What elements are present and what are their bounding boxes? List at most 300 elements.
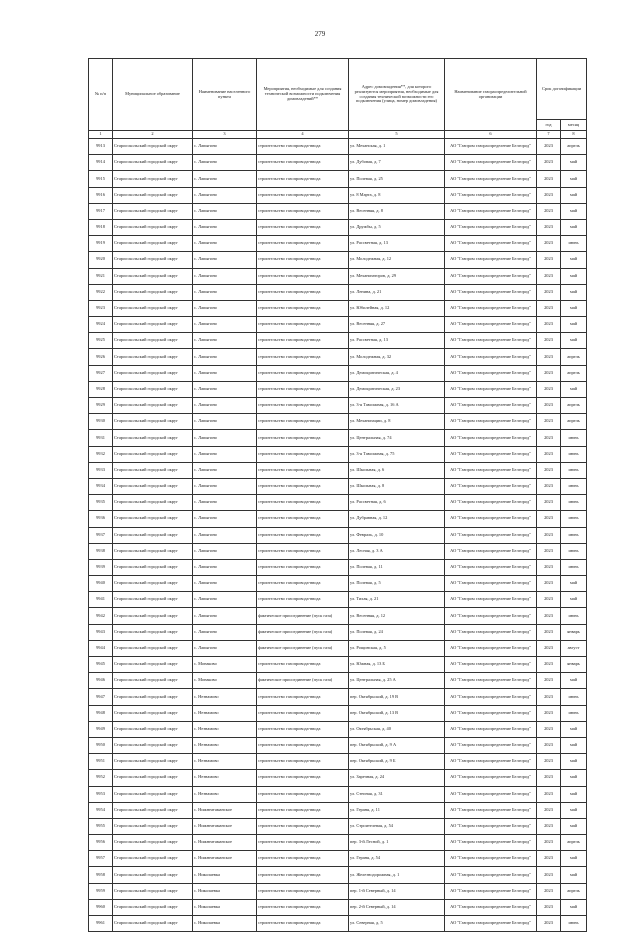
measure-cell: строительство газопровода-ввода [257, 446, 349, 462]
month-cell: май [561, 770, 587, 786]
municipality-cell: Старооскольский городской округ [113, 478, 193, 494]
settlement-cell: с. Лапыгино [193, 446, 257, 462]
organization-cell: АО "Газпром газораспределение Белгород" [445, 899, 537, 915]
measure-cell: строительство газопровода-ввода [257, 381, 349, 397]
settlement-cell: с. Лапыгино [193, 317, 257, 333]
municipality-cell: Старооскольский городской округ [113, 365, 193, 381]
table-row [89, 381, 587, 397]
settlement-cell: с. Николаевка [193, 883, 257, 899]
organization-cell: АО "Газпром газораспределение Белгород" [445, 851, 537, 867]
address-cell: ул. Юбилейная, д. 12 [349, 300, 445, 316]
settlement-cell: с. Незнамово [193, 689, 257, 705]
row-number: 9919 [89, 236, 113, 252]
settlement-cell: с. Лапыгино [193, 398, 257, 414]
table-row [89, 349, 587, 365]
row-number: 9913 [89, 139, 113, 155]
settlement-cell: с. Нижнеатаманское [193, 851, 257, 867]
organization-cell: АО "Газпром газораспределение Белгород" [445, 187, 537, 203]
organization-cell: АО "Газпром газораспределение Белгород" [445, 349, 537, 365]
month-cell: май [561, 171, 587, 187]
year-cell: 2023 [537, 673, 561, 689]
settlement-cell: с. Лапыгино [193, 495, 257, 511]
table-row [89, 899, 587, 915]
year-cell: 2023 [537, 203, 561, 219]
measure-cell: строительство газопровода-ввода [257, 802, 349, 818]
month-cell: май [561, 721, 587, 737]
year-cell: 2023 [537, 883, 561, 899]
measure-cell: строительство газопровода-ввода [257, 462, 349, 478]
year-cell: 2023 [537, 559, 561, 575]
row-number: 9953 [89, 786, 113, 802]
settlement-cell: с. Незнамово [193, 721, 257, 737]
settlement-cell: с. Лапыгино [193, 300, 257, 316]
measure-cell: строительство газопровода-ввода [257, 349, 349, 365]
row-number: 9914 [89, 155, 113, 171]
table-row [89, 203, 587, 219]
address-cell: пер. 2-й Северный, д. 14 [349, 899, 445, 915]
address-cell: ул. Дубравная, д. 12 [349, 511, 445, 527]
settlement-cell: с. Незнамово [193, 737, 257, 753]
organization-cell: АО "Газпром газораспределение Белгород" [445, 203, 537, 219]
table-row [89, 430, 587, 446]
settlement-cell: с. Нижнеатаманское [193, 835, 257, 851]
measure-cell: строительство газопровода-ввода [257, 365, 349, 381]
municipality-cell: Старооскольский городской округ [113, 657, 193, 673]
measure-cell: строительство газопровода-ввода [257, 511, 349, 527]
header-settlement: Наименование населенного пункта [193, 59, 257, 131]
settlement-cell: с. Нижнеатаманское [193, 802, 257, 818]
organization-cell: АО "Газпром газораспределение Белгород" [445, 155, 537, 171]
header-deadline: Срок догазификации [537, 59, 587, 120]
measure-cell: строительство газопровода-ввода [257, 171, 349, 187]
table-row [89, 155, 587, 171]
municipality-cell: Старооскольский городской округ [113, 899, 193, 915]
year-cell: 2023 [537, 576, 561, 592]
municipality-cell: Старооскольский городской округ [113, 916, 193, 932]
row-number: 9949 [89, 721, 113, 737]
address-cell: ул. Строителевая, д. 54 [349, 818, 445, 834]
header-municipality: Муниципальное образование [113, 59, 193, 131]
measure-cell: строительство газопровода-ввода [257, 916, 349, 932]
col-index: 4 [257, 131, 349, 139]
municipality-cell: Старооскольский городской округ [113, 770, 193, 786]
settlement-cell: с. Лапыгино [193, 349, 257, 365]
month-cell: май [561, 737, 587, 753]
year-cell: 2023 [537, 835, 561, 851]
month-cell: май [561, 268, 587, 284]
month-cell: июнь [561, 236, 587, 252]
address-cell: ул. Северная, д. 5 [349, 916, 445, 932]
organization-cell: АО "Газпром газораспределение Белгород" [445, 430, 537, 446]
measure-cell: фактическое присоединение (пуск газа) [257, 673, 349, 689]
month-cell: апрель [561, 398, 587, 414]
table-row [89, 333, 587, 349]
measure-cell: строительство газопровода-ввода [257, 219, 349, 235]
row-number: 9948 [89, 705, 113, 721]
address-cell: ул. Октябрьская, д. 40 [349, 721, 445, 737]
organization-cell: АО "Газпром газораспределение Белгород" [445, 511, 537, 527]
row-number: 9934 [89, 478, 113, 494]
month-cell: май [561, 317, 587, 333]
measure-cell: строительство газопровода-ввода [257, 495, 349, 511]
organization-cell: АО "Газпром газораспределение Белгород" [445, 576, 537, 592]
address-cell: ул. Дружбы, д. 5 [349, 219, 445, 235]
municipality-cell: Старооскольский городской округ [113, 673, 193, 689]
measure-cell: строительство газопровода-ввода [257, 786, 349, 802]
row-number: 9958 [89, 867, 113, 883]
month-cell: май [561, 754, 587, 770]
row-number: 9946 [89, 673, 113, 689]
municipality-cell: Старооскольский городской округ [113, 818, 193, 834]
row-number: 9933 [89, 462, 113, 478]
address-cell: ул. Механская, д. 1 [349, 139, 445, 155]
month-cell: май [561, 802, 587, 818]
row-number: 9942 [89, 608, 113, 624]
organization-cell: АО "Газпром газораспределение Белгород" [445, 916, 537, 932]
year-cell: 2023 [537, 640, 561, 656]
organization-cell: АО "Газпром газораспределение Белгород" [445, 527, 537, 543]
settlement-cell: с. Лапыгино [193, 155, 257, 171]
month-cell: май [561, 867, 587, 883]
settlement-cell: с. Незнамово [193, 754, 257, 770]
year-cell: 2023 [537, 754, 561, 770]
year-cell: 2023 [537, 398, 561, 414]
measure-cell: строительство газопровода-ввода [257, 398, 349, 414]
year-cell: 2023 [537, 365, 561, 381]
table-row [89, 721, 587, 737]
month-cell: май [561, 576, 587, 592]
row-number: 9920 [89, 252, 113, 268]
measure-cell: строительство газопровода-ввода [257, 689, 349, 705]
organization-cell: АО "Газпром газораспределение Белгород" [445, 543, 537, 559]
row-number: 9938 [89, 543, 113, 559]
row-number: 9951 [89, 754, 113, 770]
table-row [89, 414, 587, 430]
organization-cell: АО "Газпром газораспределение Белгород" [445, 770, 537, 786]
settlement-cell: с. Лапыгино [193, 171, 257, 187]
municipality-cell: Старооскольский городской округ [113, 300, 193, 316]
settlement-cell: с. Николаевка [193, 916, 257, 932]
address-cell: ул. 8 Марта, д. 8 [349, 187, 445, 203]
year-cell: 2023 [537, 236, 561, 252]
settlement-cell: с. Лапыгино [193, 430, 257, 446]
year-cell: 2023 [537, 770, 561, 786]
year-cell: 2023 [537, 721, 561, 737]
table-row [89, 300, 587, 316]
organization-cell: АО "Газпром газораспределение Белгород" [445, 721, 537, 737]
municipality-cell: Старооскольский городской округ [113, 203, 193, 219]
table-row [89, 559, 587, 575]
row-number: 9925 [89, 333, 113, 349]
measure-cell: строительство газопровода-ввода [257, 203, 349, 219]
table-body [89, 139, 587, 932]
address-cell: ул. Демократическая, д. 4 [349, 365, 445, 381]
month-cell: июнь [561, 462, 587, 478]
address-cell: пер. Октябрьский, д. 19 В [349, 689, 445, 705]
settlement-cell: с. Лапыгино [193, 559, 257, 575]
table-row [89, 511, 587, 527]
organization-cell: АО "Газпром газораспределение Белгород" [445, 398, 537, 414]
settlement-cell: с. Незнамово [193, 786, 257, 802]
municipality-cell: Старооскольский городской округ [113, 171, 193, 187]
organization-cell: АО "Газпром газораспределение Белгород" [445, 592, 537, 608]
address-cell: ул. Ленина, д. 21 [349, 284, 445, 300]
measure-cell: строительство газопровода-ввода [257, 899, 349, 915]
address-cell: ул. Весенняя, д. 12 [349, 608, 445, 624]
table-row [89, 236, 587, 252]
year-cell: 2023 [537, 608, 561, 624]
municipality-cell: Старооскольский городской округ [113, 835, 193, 851]
measure-cell: строительство газопровода-ввода [257, 268, 349, 284]
row-number: 9932 [89, 446, 113, 462]
row-number: 9952 [89, 770, 113, 786]
municipality-cell: Старооскольский городской округ [113, 139, 193, 155]
year-cell: 2023 [537, 705, 561, 721]
table-row [89, 883, 587, 899]
table-row [89, 737, 587, 753]
row-number: 9940 [89, 576, 113, 592]
settlement-cell: с. Лапыгино [193, 252, 257, 268]
municipality-cell: Старооскольский городской округ [113, 462, 193, 478]
year-cell: 2023 [537, 478, 561, 494]
month-cell: июнь [561, 527, 587, 543]
address-cell: ул. Молодежная, д. 32 [349, 349, 445, 365]
month-cell: май [561, 155, 587, 171]
settlement-cell: с. Незнамово [193, 770, 257, 786]
table-row [89, 478, 587, 494]
address-cell: ул. Тихая, д. 21 [349, 592, 445, 608]
municipality-cell: Старооскольский городской округ [113, 689, 193, 705]
organization-cell: АО "Газпром газораспределение Белгород" [445, 462, 537, 478]
municipality-cell: Старооскольский городской округ [113, 430, 193, 446]
year-cell: 2023 [537, 284, 561, 300]
settlement-cell: с. Николаевка [193, 867, 257, 883]
settlement-cell: с. Лапыгино [193, 365, 257, 381]
address-cell: ул. Молодежная, д. 12 [349, 252, 445, 268]
address-cell: ул. Февраль, д. 10 [349, 527, 445, 543]
address-cell: ул. Степная, д. 31 [349, 786, 445, 802]
address-cell: ул. Механизаторов, д. 29 [349, 268, 445, 284]
measure-cell: строительство газопровода-ввода [257, 851, 349, 867]
measure-cell: строительство газопровода-ввода [257, 155, 349, 171]
organization-cell: АО "Газпром газораспределение Белгород" [445, 171, 537, 187]
measure-cell: фактическое присоединение (пуск газа) [257, 640, 349, 656]
table-row [89, 171, 587, 187]
address-cell: ул. Заречная, д. 24 [349, 770, 445, 786]
settlement-cell: с. Монаково [193, 673, 257, 689]
municipality-cell: Старооскольский городской округ [113, 592, 193, 608]
settlement-cell: с. Незнамово [193, 705, 257, 721]
organization-cell: АО "Газпром газораспределение Белгород" [445, 818, 537, 834]
table-row [89, 543, 587, 559]
organization-cell: АО "Газпром газораспределение Белгород" [445, 867, 537, 883]
settlement-cell: с. Лапыгино [193, 284, 257, 300]
year-cell: 2023 [537, 899, 561, 915]
month-cell: апрель [561, 414, 587, 430]
year-cell: 2023 [537, 916, 561, 932]
address-cell: ул. Дубовая, д. 7 [349, 155, 445, 171]
settlement-cell: с. Лапыгино [193, 414, 257, 430]
organization-cell: АО "Газпром газораспределение Белгород" [445, 300, 537, 316]
row-number: 9931 [89, 430, 113, 446]
table-row [89, 657, 587, 673]
row-number: 9928 [89, 381, 113, 397]
month-cell: май [561, 786, 587, 802]
address-cell: пер. 3-й Лесной, д. 1 [349, 835, 445, 851]
month-cell: апрель [561, 365, 587, 381]
table-row [89, 786, 587, 802]
measure-cell: строительство газопровода-ввода [257, 770, 349, 786]
measure-cell: строительство газопровода-ввода [257, 818, 349, 834]
measure-cell: строительство газопровода-ввода [257, 414, 349, 430]
month-cell: май [561, 252, 587, 268]
municipality-cell: Старооскольский городской округ [113, 155, 193, 171]
row-number: 9960 [89, 899, 113, 915]
table-row [89, 592, 587, 608]
month-cell: июнь [561, 559, 587, 575]
municipality-cell: Старооскольский городской округ [113, 737, 193, 753]
measure-cell: строительство газопровода-ввода [257, 252, 349, 268]
address-cell: ул. Полевая, д. 25 [349, 171, 445, 187]
month-cell: май [561, 284, 587, 300]
year-cell: 2023 [537, 818, 561, 834]
table-row [89, 284, 587, 300]
organization-cell: АО "Газпром газораспределение Белгород" [445, 786, 537, 802]
year-cell: 2023 [537, 187, 561, 203]
month-cell: июнь [561, 916, 587, 932]
row-number: 9956 [89, 835, 113, 851]
year-cell: 2023 [537, 592, 561, 608]
year-cell: 2023 [537, 381, 561, 397]
month-cell: май [561, 300, 587, 316]
row-number: 9950 [89, 737, 113, 753]
settlement-cell: с. Николаевка [193, 899, 257, 915]
settlement-cell: с. Лапыгино [193, 511, 257, 527]
month-cell: апрель [561, 349, 587, 365]
header-measures: Мероприятия, необходимые для создания технической возможности подключения домовладений** [257, 59, 349, 131]
measure-cell: строительство газопровода-ввода [257, 576, 349, 592]
month-cell: май [561, 187, 587, 203]
table-row [89, 187, 587, 203]
settlement-cell: с. Лапыгино [193, 592, 257, 608]
municipality-cell: Старооскольский городской округ [113, 446, 193, 462]
settlement-cell: с. Лапыгино [193, 333, 257, 349]
table-row [89, 365, 587, 381]
organization-cell: АО "Газпром газораспределение Белгород" [445, 446, 537, 462]
organization-cell: АО "Газпром газораспределение Белгород" [445, 608, 537, 624]
address-cell: ул. Полевая, д. 5 [349, 576, 445, 592]
col-index: 5 [349, 131, 445, 139]
month-cell: май [561, 818, 587, 834]
municipality-cell: Старооскольский городской округ [113, 414, 193, 430]
row-number: 9957 [89, 851, 113, 867]
table-row [89, 673, 587, 689]
table-row [89, 818, 587, 834]
table-row [89, 608, 587, 624]
year-cell: 2023 [537, 139, 561, 155]
table-row [89, 624, 587, 640]
measure-cell: строительство газопровода-ввода [257, 705, 349, 721]
organization-cell: АО "Газпром газораспределение Белгород" [445, 689, 537, 705]
col-index: 8 [561, 131, 587, 139]
month-cell: май [561, 899, 587, 915]
month-cell: июнь [561, 608, 587, 624]
settlement-cell: с. Лапыгино [193, 268, 257, 284]
address-cell: ул. Рассветная, д. 13 [349, 236, 445, 252]
month-cell: август [561, 640, 587, 656]
settlement-cell: с. Лапыгино [193, 139, 257, 155]
row-number: 9936 [89, 511, 113, 527]
address-cell: пер. Октябрьский, д. 13 В [349, 705, 445, 721]
municipality-cell: Старооскольский городской округ [113, 236, 193, 252]
measure-cell: строительство газопровода-ввода [257, 543, 349, 559]
month-cell: январь [561, 657, 587, 673]
municipality-cell: Старооскольский городской округ [113, 333, 193, 349]
year-cell: 2023 [537, 786, 561, 802]
month-cell: май [561, 219, 587, 235]
measure-cell: строительство газопровода-ввода [257, 139, 349, 155]
row-number: 9918 [89, 219, 113, 235]
row-number: 9927 [89, 365, 113, 381]
municipality-cell: Старооскольский городской округ [113, 268, 193, 284]
month-cell: май [561, 673, 587, 689]
measure-cell: строительство газопровода-ввода [257, 592, 349, 608]
row-number: 9939 [89, 559, 113, 575]
row-number: 9929 [89, 398, 113, 414]
month-cell: май [561, 381, 587, 397]
year-cell: 2023 [537, 851, 561, 867]
municipality-cell: Старооскольский городской округ [113, 640, 193, 656]
header-month: месяц [561, 120, 587, 131]
address-cell: ул. Лесная, д. 3 А [349, 543, 445, 559]
organization-cell: АО "Газпром газораспределение Белгород" [445, 737, 537, 753]
table-row [89, 754, 587, 770]
municipality-cell: Старооскольский городской округ [113, 608, 193, 624]
measure-cell: строительство газопровода-ввода [257, 284, 349, 300]
year-cell: 2023 [537, 543, 561, 559]
organization-cell: АО "Газпром газораспределение Белгород" [445, 139, 537, 155]
row-number: 9917 [89, 203, 113, 219]
address-cell: ул. Механизации, д. 8 [349, 414, 445, 430]
row-number: 9944 [89, 640, 113, 656]
address-cell: ул. Центральная, д. 74 [349, 430, 445, 446]
municipality-cell: Старооскольский городской округ [113, 543, 193, 559]
measure-cell: строительство газопровода-ввода [257, 333, 349, 349]
municipality-cell: Старооскольский городской округ [113, 284, 193, 300]
table-header [89, 59, 587, 139]
table-row [89, 851, 587, 867]
settlement-cell: с. Лапыгино [193, 640, 257, 656]
month-cell: июнь [561, 430, 587, 446]
organization-cell: АО "Газпром газораспределение Белгород" [445, 883, 537, 899]
row-number: 9943 [89, 624, 113, 640]
table-row [89, 462, 587, 478]
municipality-cell: Старооскольский городской округ [113, 527, 193, 543]
municipality-cell: Старооскольский городской округ [113, 252, 193, 268]
row-number: 9930 [89, 414, 113, 430]
organization-cell: АО "Газпром газораспределение Белгород" [445, 219, 537, 235]
address-cell: ул. Рощинская, д. 5 [349, 640, 445, 656]
page-number: 279 [314, 30, 326, 38]
organization-cell: АО "Газпром газораспределение Белгород" [445, 657, 537, 673]
measure-cell: строительство газопровода-ввода [257, 867, 349, 883]
year-cell: 2023 [537, 527, 561, 543]
measure-cell: строительство газопровода-ввода [257, 721, 349, 737]
year-cell: 2023 [537, 462, 561, 478]
year-cell: 2023 [537, 219, 561, 235]
municipality-cell: Старооскольский городской округ [113, 883, 193, 899]
year-cell: 2023 [537, 802, 561, 818]
